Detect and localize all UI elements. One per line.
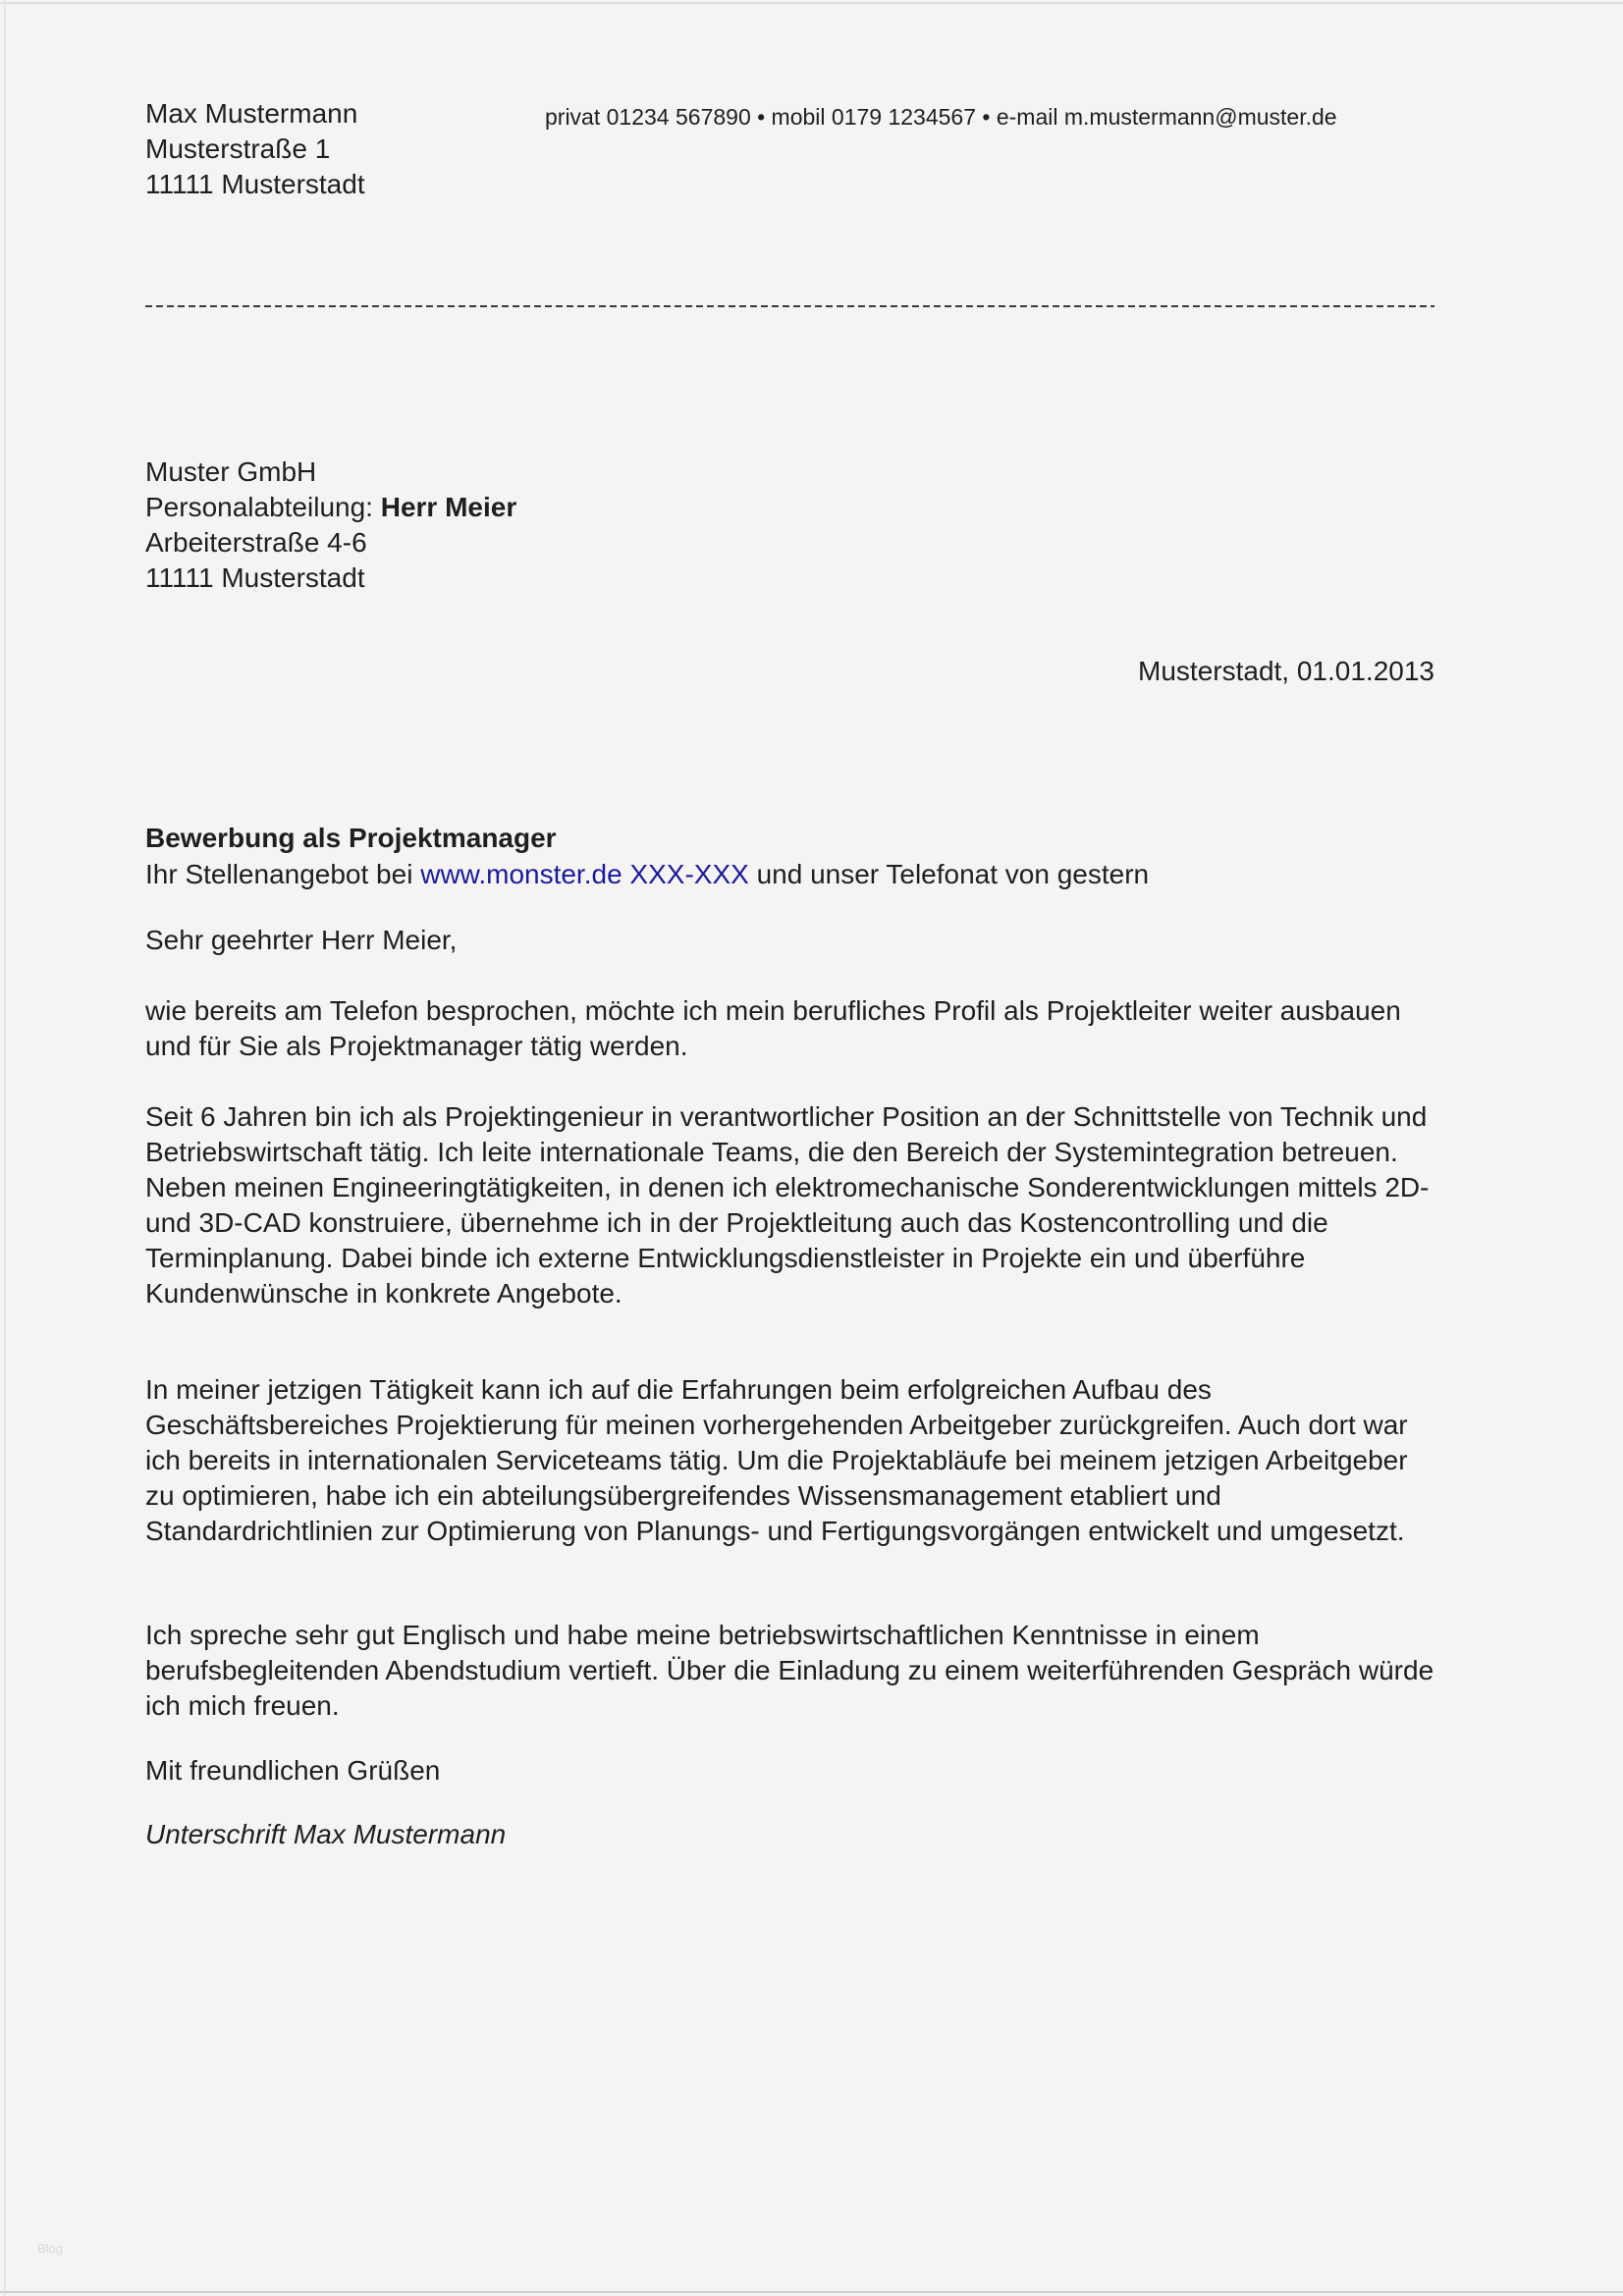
- sender-name: Max Mustermann: [145, 98, 358, 129]
- subject-reference-suffix: und unser Telefonat von gestern: [748, 859, 1150, 889]
- page-edge-left: [4, 0, 6, 2296]
- recipient-street: Arbeiterstraße 4-6: [145, 527, 367, 558]
- subject-reference-prefix: Ihr Stellenangebot bei: [145, 859, 421, 889]
- body-paragraph-4: Ich spreche sehr gut Englisch und habe meine betriebswirtschaftlichen Kenntnisse in einem berufsbegleitenden Abendstudium vertieft. Über die Einladung zu einem weiterführenden Gespräch würde ich mich freuen.: [145, 1620, 1434, 1721]
- recipient-department-prefix: Personalabteilung:: [145, 492, 381, 522]
- closing-phrase: Mit freundlichen Grüßen: [145, 1755, 441, 1786]
- subject-block: [145, 820, 1451, 892]
- recipient-department-line: [145, 490, 516, 525]
- signature-line: Unterschrift Max Mustermann: [145, 1819, 507, 1849]
- recipient-company: Muster GmbH: [145, 456, 317, 487]
- salutation: Sehr geehrter Herr Meier,: [145, 925, 458, 955]
- sender-contact-line: privat 01234 567890 • mobil 0179 1234567 • e-mail m.mustermann@muster.de: [545, 104, 1337, 130]
- body-paragraph-1: wie bereits am Telefon besprochen, möchte ich mein berufliches Profil als Projektleiter weiter ausbauen und für Sie als Projektmanager tätig werden.: [145, 995, 1401, 1061]
- recipient-city: 11111 Musterstadt: [145, 562, 365, 593]
- recipient-address-block: [145, 454, 516, 596]
- watermark-text: Blog: [37, 2241, 64, 2256]
- date-line: Musterstadt, 01.01.2013: [1138, 656, 1434, 686]
- dashed-separator: [145, 305, 1434, 307]
- sender-city: 11111 Musterstadt: [145, 169, 365, 199]
- page-edge-bottom: [0, 2291, 1623, 2293]
- job-posting-link[interactable]: www.monster.de XXX-XXX: [420, 859, 749, 889]
- page-edge-top: [0, 2, 1623, 4]
- recipient-contact-person: Herr Meier: [380, 492, 517, 522]
- subject-reference-line: [145, 856, 1451, 892]
- body-paragraph-2: Seit 6 Jahren bin ich als Projektingenieur in verantwortlicher Position an der Schnittstelle von Technik und Betriebswirtschaft tätig. Ich leite internationale Teams, die den Bereich der Systemintegration betreuen. Neben meinen Engineeringtätigkeiten, in denen ich elektromechanische Sonderentwicklungen mittels 2D- und 3D-CAD konstruiere, übernehme ich in der Projektleitung auch das Kostencontrolling und die Terminplanung. Dabei binde ich externe Entwicklungsdienstleister in Projekte ein und überführe Kundenwünsche in konkrete Angebote.: [145, 1101, 1430, 1308]
- sender-street: Musterstraße 1: [145, 133, 331, 164]
- sender-address-block: [145, 96, 365, 202]
- subject-title: Bewerbung als Projektmanager: [145, 823, 557, 853]
- body-paragraph-3: In meiner jetzigen Tätigkeit kann ich auf die Erfahrungen beim erfolgreichen Aufbau des Geschäftsbereiches Projektierung für meinen vorhergehenden Arbeitgeber zurückgreifen. Auch dort war ich bereits in internationalen Serviceteams tätig. Um die Projektabläufe bei meinem jetzigen Arbeitgeber zu optimieren, habe ich ein abteilungsübergreifendes Wissensmanagement etabliert und Standardrichtlinien zur Optimierung von Planungs- und Fertigungsvorgängen entwickelt und umgesetzt.: [145, 1374, 1408, 1546]
